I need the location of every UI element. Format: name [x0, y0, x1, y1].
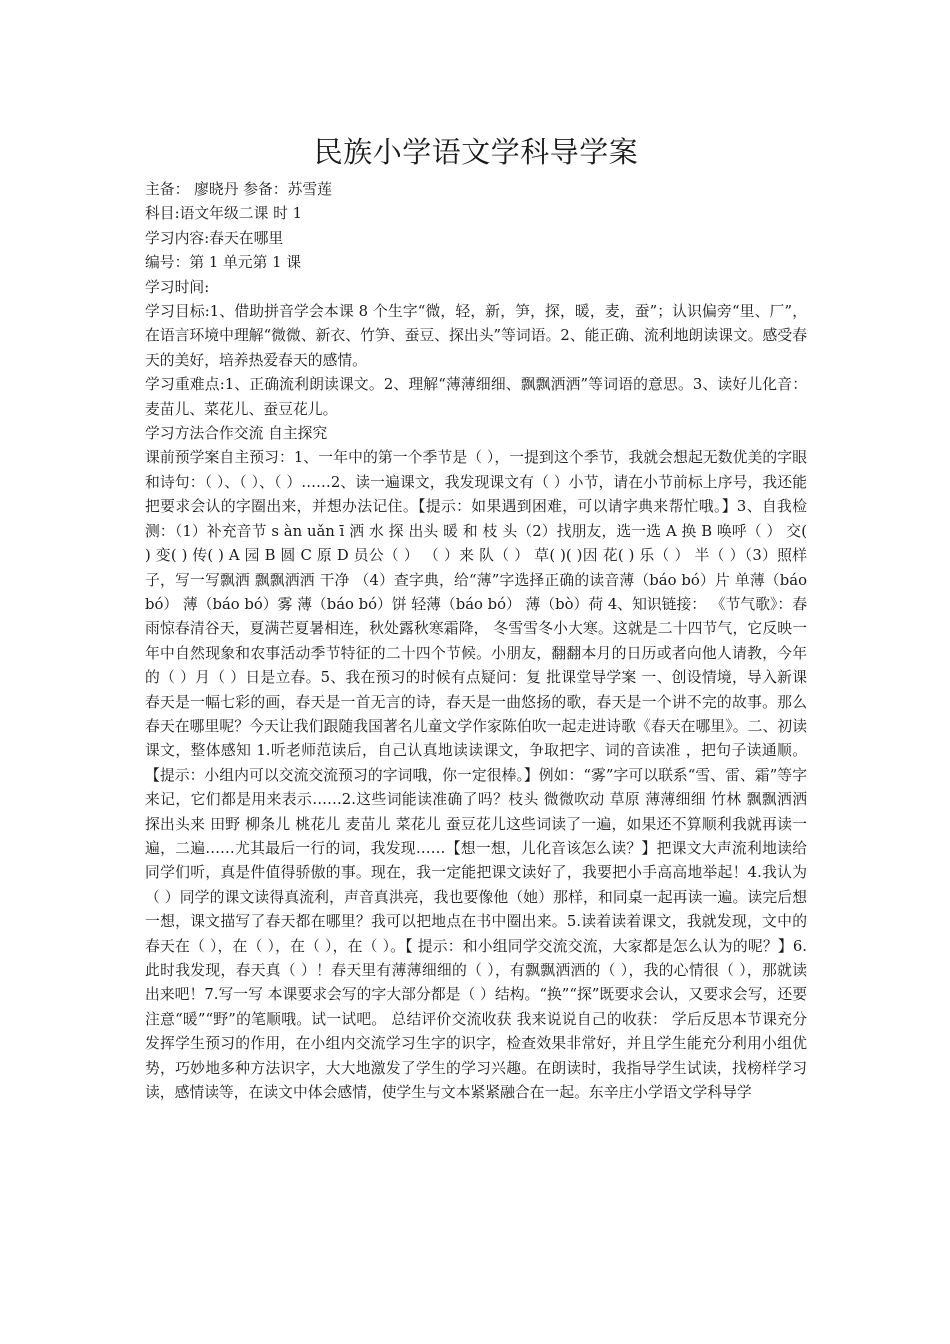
meta-number: 编号：第 1 单元第 1 课: [145, 254, 302, 272]
document-title: 民族小学语文学科导学案: [313, 135, 639, 169]
meta-preparers: 主备： 廖晓丹 参备：苏雪莲: [145, 181, 332, 198]
meta-goals: 学习目标:1、借助拼音学会本课 8 个生字“微，轻，新，笋，探，暖，麦，蚕”；认识偏旁“里、厂”，在语言环境中理解“微微、新衣、竹笋、蚕豆、探出头”等词语。2、能正确、流利地朗读课文。感受春天的美好，培养热爱春天的感情。: [145, 303, 807, 369]
document-body: 课前预学案自主预习：1、一年中的第一个季节是（ ），一提到这个季节，我就会想起无数优美的字眼和诗句：（ ）、（ ）、（ ）……2、读一遍课文，我发现课文有（ ）小节，请在小节前标上序号，我还能把要求会认的字圈出来，并想办法记住。【提示：如果遇到困难，可以请字典来帮忙哦。】3、自我检测：（1）补充音节 s àn uǎn ī 洒 水 探 出头 暖 和 枝 头（2）找朋友，选一选 A 换 B 唤呼（ ） 交( ) 变( ) 传( ) A 园 B 圆 C 原 D 员公（ ） （ ）来 队（ ） 草( )( )因 花( ) 乐（ ） 半（ ）（3）照样子，写一写飘洒 飘飘洒洒 干净 （4）查字典，给“薄”字选择正确的读音薄（báo bó）片 单薄（báo bó） 薄（báo bó）雾 薄（báo bó）饼 轻薄（báo bó） 薄（bò）荷 4、知识链接： 《节气歌》：春雨惊春清谷天，夏满芒夏暑相连，秋处露秋寒霜降， 冬雪雪冬小大寒。这就是二十四节气，它反映一年中自然现象和农事活动季节特征的二十四个节候。小朋友，翻翻本月的日历或者向他人请教，今年的（ ）月（ ）日是立春。5、我在预习的时候有点疑问：复 批课堂导学案 一、创设情境，导入新课春天是一幅七彩的画，春天是一首无言的诗，春天是一曲悠扬的歌，春天是一个讲不完的故事。那么春天在哪里呢？今天让我们跟随我国著名儿童文学作家陈伯吹一起走进诗歌《春天在哪里》。二、初读课文，整体感知 1.听老师范读后，自己认真地读读课文，争取把字、词的音读准 ，把句子读通顺。【提示：小组内可以交流交流预习的字词哦，你一定很棒。】例如：“雾”字可以联系“雪、雷、霜”等字来记，它们都是用来表示……2.这些词能读准确了吗？枝头 微微吹动 草原 薄薄细细 竹林 飘飘洒洒 探出头来 田野 柳条儿 桃花儿 麦苗儿 菜花儿 蚕豆花儿这些词读了一遍，如果还不算顺利我就再读一遍，二遍……尤其最后一行的词，我发现……【想一想，儿化音该怎么读？】把课文大声流利地读给同学们听，真是件值得骄傲的事。现在，我一定能把课文读好了，我要把小手高高地举起！4.我认为（ ）同学的课文读得真流利，声音真洪亮，我也要像他（她）那样，和同桌一起再读一遍。读完后想一想，课文描写了春天都在哪里？我可以把地点在书中圈出来。5.读着读着课文，我就发现，文中的春天在（ ），在（ ），在（ ），在（ ）。【 提示：和小组同学交流交流，大家都是怎么认为的呢？】6.此时我发现，春天真（ ）！春天里有薄薄细细的（ ），有飘飘洒洒的（ ），我的心情很（ ），那就读出来吧！7.写一写 本课要求会写的字大部分都是（ ）结构。“换”“探”既要求会认，又要求会写，还要注意“暖”“野”的笔顺哦。试一试吧。 总结评价交流收获 我来说说自己的收获： 学后反思本节课充分发挥学生预习的作用，在小组内交流学习生字的识字，检查效果非常好，并且学生能充分利用小组优势，巧妙地多种方法识字，大大地激发了学生的学习兴趣。在朗读时，我指导学生试读，找榜样学习读，感情读等，在读文中体会感情，使学生与文本紧紧融合在一起。东辛庄小学语文学科导学: [145, 449, 807, 1102]
document-page: [145, 130, 807, 1105]
meta-subject: 科目:语文年级二课 时 1: [145, 205, 302, 223]
meta-method: 学习方法合作交流 自主探究: [145, 425, 328, 443]
document-meta: [145, 178, 807, 446]
meta-content: 学习内容:春天在哪里: [145, 229, 284, 247]
meta-time: 学习时间:: [145, 278, 210, 296]
meta-key-points: 学习重难点:1、正确流利朗读课文。2、理解“薄薄细细、飘飘洒洒”等词语的意思。3、读好儿化音：麦苗儿、菜花儿、蚕豆花儿。: [145, 376, 807, 418]
